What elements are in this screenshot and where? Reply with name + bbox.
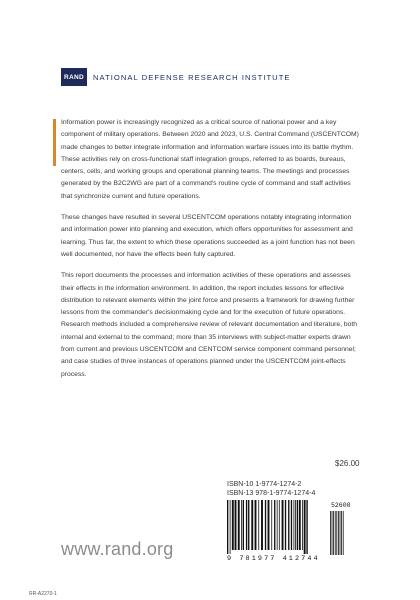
barcode-bar bbox=[274, 500, 275, 550]
barcode-bar bbox=[246, 500, 247, 550]
isbn-13: ISBN-13 978-1-9774-1274-4 bbox=[227, 490, 316, 497]
barcode-bar bbox=[230, 500, 231, 554]
addon-barcode-icon bbox=[330, 511, 358, 555]
barcode-bar bbox=[299, 500, 301, 550]
barcode-bar bbox=[243, 500, 244, 550]
barcode-bar bbox=[271, 500, 272, 550]
summary-text bbox=[61, 117, 359, 390]
barcode-bar bbox=[258, 500, 259, 550]
barcode-bar bbox=[333, 511, 334, 555]
barcode-bar bbox=[265, 500, 266, 550]
barcode-bar bbox=[279, 500, 280, 550]
barcode-bar bbox=[277, 500, 278, 550]
barcode-bar bbox=[235, 500, 237, 550]
price: $26.00 bbox=[335, 459, 360, 468]
barcode-bar bbox=[304, 500, 306, 554]
isbn-block bbox=[227, 480, 315, 498]
barcode-bar bbox=[241, 500, 242, 550]
header bbox=[61, 68, 291, 86]
paragraph-3: This report documents the processes and information activities of these operations and assesses their effects in the information environment. In addition, the report includes lessons for effective distribution to relevant elements within the joint force and presents a framework for drawing further lessons from the commander's decisionmaking cycle and for the execution of future operations. Research methods included a comprehensive review of relevant documentation and literature, both internal and external to the command; more than 35 interviews with subject-matter experts drawn from current and previous USCENTCOM and CENTCOM service component command personnel; and case studies of three instances of operations planned under the USCENTCOM joint-effects process. bbox=[61, 272, 358, 378]
barcode-bar bbox=[335, 511, 336, 555]
barcode-bar bbox=[227, 500, 228, 554]
barcode-bar bbox=[343, 511, 344, 555]
barcode-bar bbox=[338, 511, 339, 555]
paragraph-1: Information power is increasingly recognized as a critical source of national power and a key component of military operations. Between 2020 and 2023, U.S. Central Command (USCENTCOM) made changes to better integrate information and information warfare issues into its battle rhythm. These activities rely on cross-functional staff integration groups, referred to as boards, bureaus, centers, cells, and working groups and operational planning teams. The meetings and processes generated by the B2C2WG are part of a command's routine cycle of command and staff activities that synchronize current and future operations. bbox=[61, 119, 359, 200]
paragraph-2: These changes have resulted in several USCENTCOM operations notably integrating information and information power into planning and execution, which offers opportunities for assessment and learning. Thus far, the extent to which these operations succeeded as a joint function has not been well documented, nor have the effects been fully captured. bbox=[61, 214, 355, 258]
rand-logo: RAND bbox=[61, 68, 87, 86]
barcode-bar bbox=[330, 511, 331, 555]
barcode-bar bbox=[297, 500, 298, 550]
barcode-bar bbox=[261, 500, 263, 550]
barcode-digits: 9 781977 412744 bbox=[227, 555, 320, 563]
barcode-bar bbox=[232, 500, 234, 550]
barcode-bar bbox=[248, 500, 249, 550]
barcode-bar bbox=[251, 500, 253, 550]
report-code: RR-A2270-1 bbox=[29, 591, 57, 597]
barcode-bar bbox=[294, 500, 295, 550]
addon-code: 52600 bbox=[331, 502, 351, 509]
barcode-bar bbox=[306, 500, 307, 554]
barcode-bar bbox=[285, 500, 286, 550]
barcode-icon bbox=[227, 500, 327, 554]
barcode-bar bbox=[341, 511, 342, 555]
barcode-bar bbox=[295, 500, 296, 550]
barcode-bar bbox=[340, 511, 341, 555]
barcode-bar bbox=[282, 500, 284, 550]
website-url[interactable]: www.rand.org bbox=[61, 539, 174, 559]
barcode-bar bbox=[332, 511, 333, 555]
barcode-bar bbox=[255, 500, 257, 550]
barcode-bar bbox=[302, 500, 303, 550]
barcode-bar bbox=[336, 511, 337, 555]
barcode-bar bbox=[288, 500, 289, 550]
accent-bar bbox=[53, 119, 56, 166]
barcode-bar bbox=[291, 500, 292, 550]
org-name: NATIONAL DEFENSE RESEARCH INSTITUTE bbox=[93, 72, 291, 82]
first-paragraph-block bbox=[61, 117, 359, 203]
barcode-bar bbox=[238, 500, 240, 550]
barcode-bar bbox=[268, 500, 270, 550]
isbn-10: ISBN-10 1-9774-1274-2 bbox=[227, 481, 302, 488]
